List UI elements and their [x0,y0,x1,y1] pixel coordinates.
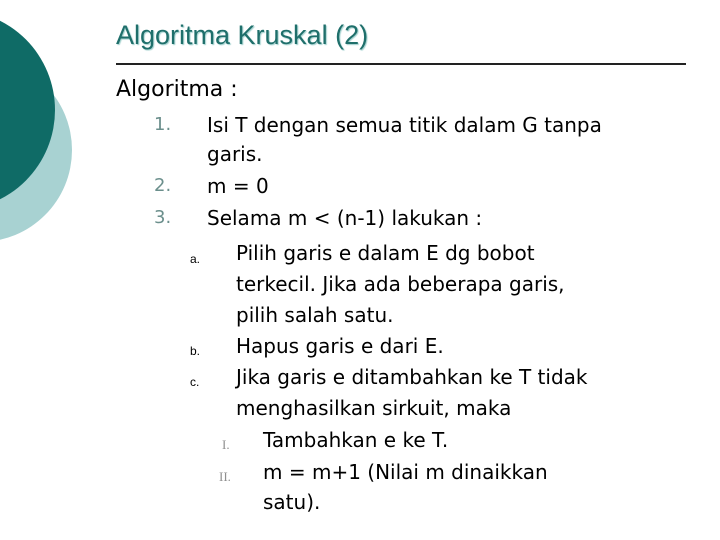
step-marker-2: 2. [154,175,172,196]
substep-text-c1: Jika garis e ditambahkan ke T tidak [236,365,588,389]
section-heading: Algoritma : [116,77,238,102]
substep-marker-b: b. [190,344,201,358]
subsubstep-text-2a: m = m+1 (Nilai m dinaikkan [263,460,548,484]
substep-text-a2: terkecil. Jika ada beberapa garis, [236,272,565,296]
substep-text-c2: menghasilkan sirkuit, maka [236,396,512,420]
step-marker-3: 3. [154,207,172,228]
step-text-3: Selama m < (n-1) lakukan : [207,206,483,230]
title-divider [116,63,686,65]
subsubstep-marker-1: I. [222,437,230,452]
subsubstep-marker-2: II. [219,469,231,484]
step-text-1b: garis. [207,142,263,166]
subsubstep-text-1: Tambahkan e ke T. [263,428,449,452]
decorative-circles [0,0,100,300]
page-title: Algoritma Kruskal (2) [116,20,369,50]
step-marker-1: 1. [154,114,172,135]
substep-marker-c: c. [190,375,200,389]
substep-text-a3: pilih salah satu. [236,303,394,327]
step-text-1a: Isi T dengan semua titik dalam G tanpa [207,113,602,137]
substep-text-a1: Pilih garis e dalam E dg bobot [236,241,535,265]
substep-text-b: Hapus garis e dari E. [236,334,444,358]
step-text-2: m = 0 [207,174,269,198]
subsubstep-text-2b: satu). [263,490,321,514]
substep-marker-a: a. [190,252,201,266]
